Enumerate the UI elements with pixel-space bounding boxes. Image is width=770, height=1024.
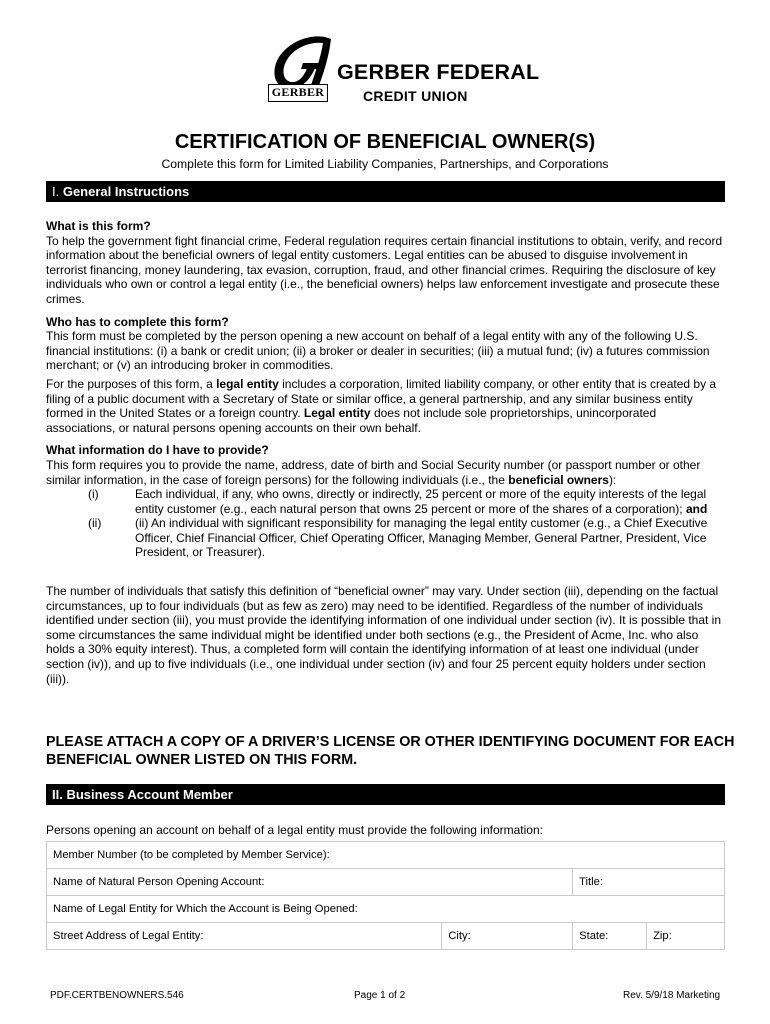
- footer-revision: Rev. 5/9/18 Marketing: [623, 990, 721, 1001]
- legal-entity-name-field[interactable]: Name of Legal Entity for Which the Account is Being Opened:: [47, 896, 725, 923]
- section-1-header: [46, 181, 725, 202]
- zip-field[interactable]: Zip:: [647, 923, 725, 950]
- footer-page-number: Page 1 of 2: [354, 990, 406, 1001]
- member-number-field[interactable]: Member Number (to be completed by Member Service):: [47, 842, 725, 869]
- section-2-intro: Persons opening an account on behalf of a legal entity must provide the following information:: [46, 823, 543, 837]
- legal-entity-definition: For the purposes of this form, a legal entity includes a corporation, limited liability company, or other entity that is created by a filing of a public document with a Secretary of State or similar office, a general partnership, and any similar business entity formed in the United States or a foreign country. Legal entity does not include sole proprietorships, unincorporated associations, or natural persons opening accounts on their own behalf.: [46, 376, 717, 435]
- attach-id-notice: PLEASE ATTACH A COPY OF A DRIVER’S LICENSE OR OTHER IDENTIFYING DOCUMENT FOR EACH BENEFICIAL OWNER LISTED ON THIS FORM.: [46, 734, 735, 768]
- state-field[interactable]: State:: [573, 923, 647, 950]
- street-address-field[interactable]: Street Address of Legal Entity:: [47, 923, 442, 950]
- section-1-title: General Instructions: [62, 184, 190, 199]
- footer-form-code: PDF.CERTBENOWNERS.546: [50, 990, 184, 1001]
- beneficial-owner-count-explanation: The number of individuals that satisfy this definition of “beneficial owner” may vary. Under section (iii), depending on the factual circumstances, up to four individuals (but as few as zero) may need to be identified. Regardless of the number of individuals identified under section (iii), you must provide the identifying information of one individual under section (iv). It is possible that in some circumstances the same individual might be identified under both sections (e.g., the President of Acme, Inc. who also holds a 30% equity interest). Thus, a completed form will contain the identifying information of at least one individual (under section (iv)), and up to five individuals (i.e., one individual under section (iv) and four 25 percent equity holders under section (iii)).: [46, 584, 722, 686]
- list-item-control-person: (ii) (ii) An individual with significant responsibility for managing the legal entity customer (e.g., a Chief Executive Officer, Chief Financial Officer, Chief Operating Officer, Managing Member, General Partner, President, Vice President, or Treasurer).: [88, 516, 708, 560]
- answer-who-completes: This form must be completed by the person opening a new account on behalf of a legal entity with any of the following U.S. financial institutions: (i) a bank or credit union; (ii) a broker or dealer in securities; (iii) a mutual fund; (iv) a futures commission merchant; or (v) an introducing broker in commodities.: [46, 329, 710, 373]
- question-what-is-form: What is this form?: [46, 219, 151, 233]
- section-2-title: II. Business Account Member: [52, 787, 233, 802]
- section-1-number: I.: [52, 184, 63, 199]
- answer-what-information: This form requires you to provide the name, address, date of birth and Social Security number (or passport number or other similar information, in the case of foreign persons) for the following individuals (i.e., the beneficial owners):: [46, 457, 701, 487]
- list-item-number: (i): [88, 487, 99, 502]
- section-1-content: [46, 219, 728, 686]
- page-title: CERTIFICATION OF BENEFICIAL OWNER(S): [174, 131, 596, 153]
- answer-what-is-form: To help the government fight financial crime, Federal regulation requires certain financial institutions to obtain, verify, and record information about the beneficial owners of legal entity customers. Legal entities can be abused to disguise involvement in terrorist financing, money laundering, tax evasion, corruption, fraud, and other financial crimes. Requiring the disclosure of key individuals who own or control a legal entity (i.e., the beneficial owners) helps law enforcement investigate and prosecute these crimes.: [46, 233, 723, 306]
- org-subname: CREDIT UNION: [363, 88, 468, 104]
- business-member-form: [46, 841, 725, 950]
- city-field[interactable]: City:: [442, 923, 573, 950]
- section-2-header: [46, 784, 725, 805]
- natural-person-name-field[interactable]: Name of Natural Person Opening Account:: [47, 869, 573, 896]
- page-subtitle: Complete this form for Limited Liability Companies, Partnerships, and Corporations: [161, 157, 609, 171]
- question-who-completes: Who has to complete this form?: [46, 314, 229, 329]
- list-item-equity-owners: (i) Each individual, if any, who owns, directly or indirectly, 25 percent or more of the equity interests of the legal entity customer (e.g., each natural person that owns 25 percent or more of the shares of a corporation); and: [88, 487, 708, 516]
- title-field[interactable]: Title:: [573, 869, 725, 896]
- gerber-wordmark-box: GERBER: [268, 84, 328, 102]
- list-item-number: (ii): [88, 516, 102, 531]
- org-name: GERBER FEDERAL: [337, 60, 540, 84]
- question-what-information: What information do I have to provide?: [46, 443, 269, 458]
